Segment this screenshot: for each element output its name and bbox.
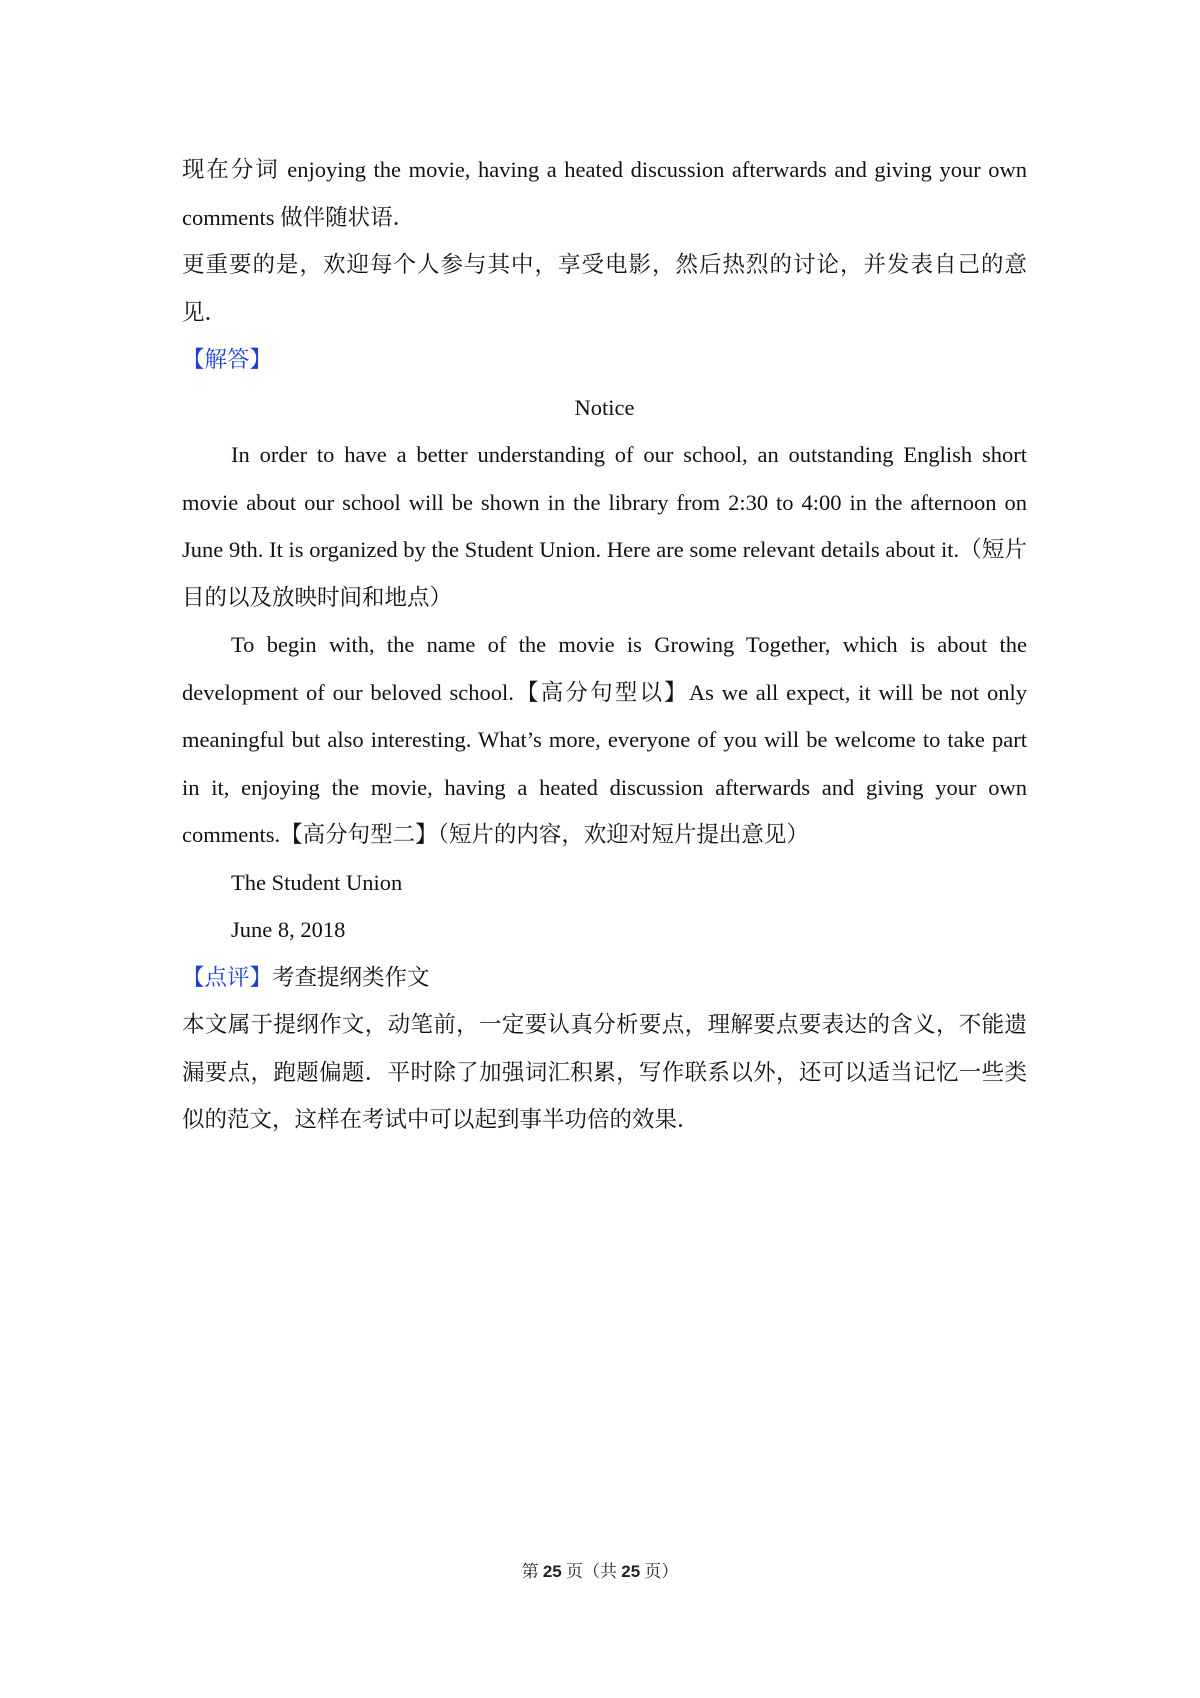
answer-label: 【解答】 <box>182 347 273 372</box>
notice-title: Notice <box>574 394 635 420</box>
analysis-suffix: 做伴随状语． <box>274 204 416 230</box>
high-score-tag-1: 【高分句型以】 <box>513 679 689 705</box>
analysis-phrase: enjoying the movie, having a heated discussion afterwards and giving your own comments <box>182 157 1027 230</box>
analysis-prefix: 现在分词 <box>182 157 288 182</box>
notice-signature: The Student Union <box>231 869 403 895</box>
high-score-tag-2: 【高分句型二】 <box>280 822 438 847</box>
review-label: 【点评】 <box>182 964 273 990</box>
notice-date: June 8, 2018 <box>231 917 346 942</box>
notice-p2-part2: As we all expect, it will be not only meaningful but also interesting. What’s more, everyone of you will be welcome to take part in it, enjoying the movie, having a heated discussion afterwards and giving your own comments. <box>182 679 1027 847</box>
footer-suffix: 页） <box>640 1562 679 1581</box>
notice-p2-part3: （短片的内容，欢迎对短片提出意见） <box>437 822 809 847</box>
footer-page-number: 25 <box>542 1562 562 1581</box>
notice-paragraph-2 <box>182 621 1027 859</box>
review-label-text: 考查提纲类作文 <box>272 964 430 990</box>
footer-prefix: 第 <box>521 1562 543 1581</box>
footer-total-pages: 25 <box>621 1562 641 1581</box>
page-content <box>182 146 1027 1144</box>
review-heading <box>182 954 1027 1002</box>
notice-paragraph-1: In order to have a better understanding of our school, an outstanding English short movie about our school will be shown in the library from 2:30 to 4:00 in the afternoon on June 9th. It is organized by the Student Union. Here are some relevant details about it.（短片目的以及放映时间和地点） <box>182 442 1027 610</box>
notice-p2-part1: To begin with, the name of the movie is Growing Together, which is about the development of our beloved school. <box>182 632 1027 705</box>
footer-middle: 页（共 <box>561 1562 622 1581</box>
review-body: 本文属于提纲作文，动笔前，一定要认真分析要点，理解要点要表达的含义，不能遗漏要点，跑题偏题．平时除了加强词汇积累，写作联系以外，还可以适当记忆一些类似的范文，这样在考试中可以起到事半功倍的效果． <box>182 1012 1027 1132</box>
page-footer <box>0 1560 1200 1584</box>
analysis-paragraph-2: 更重要的是，欢迎每个人参与其中，享受电影，然后热烈的讨论，并发表自己的意见． <box>182 252 1027 325</box>
analysis-paragraph-1 <box>182 146 1027 241</box>
